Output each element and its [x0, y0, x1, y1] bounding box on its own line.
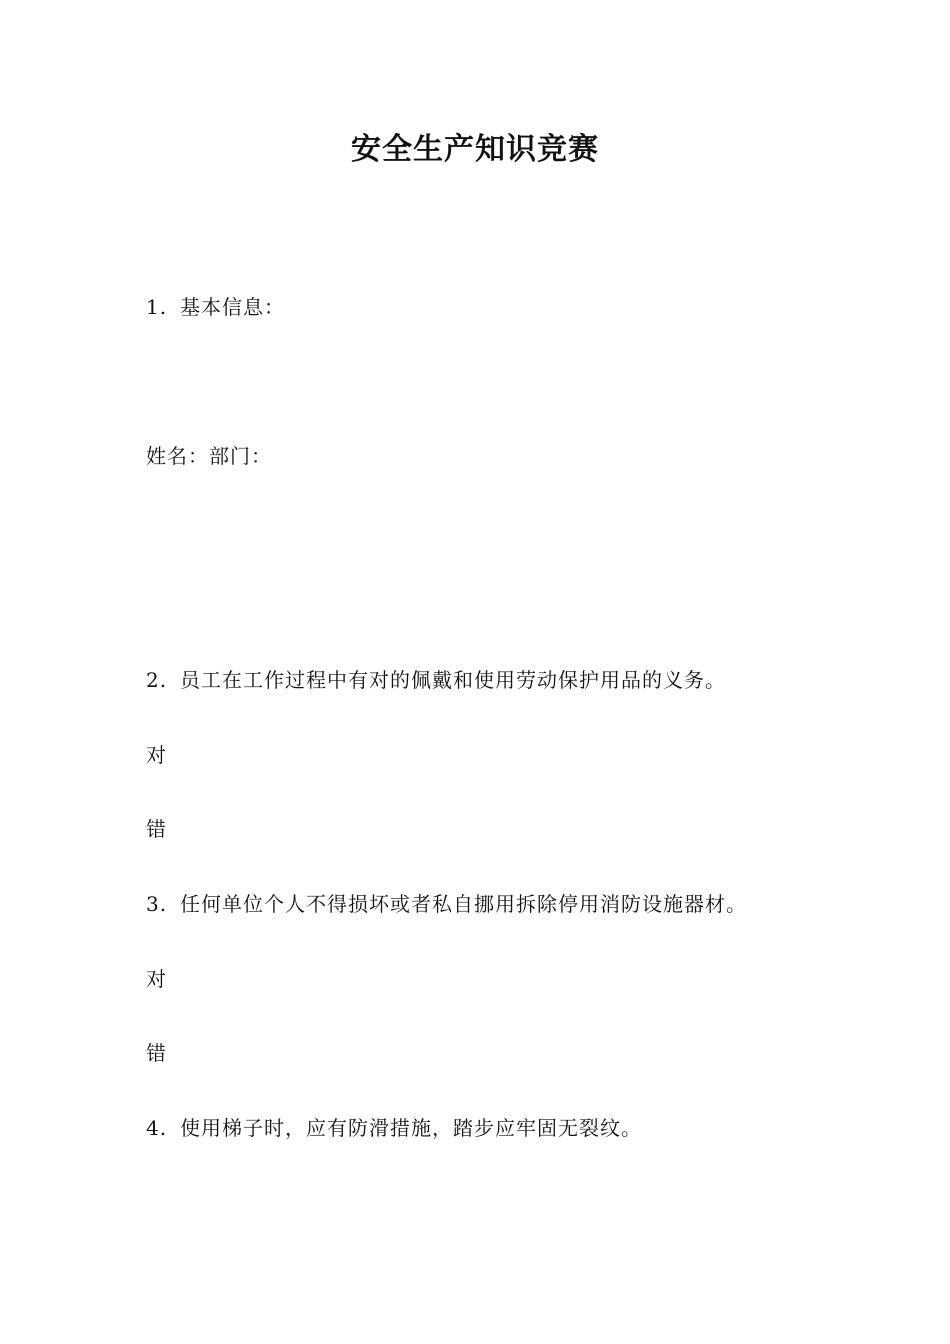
section-basic-info — [146, 293, 285, 321]
question-number: 3. — [146, 892, 168, 916]
document-title: 安全生产知识竞赛 — [351, 132, 599, 167]
question-number: 4. — [146, 1116, 168, 1140]
section-label: 基本信息： — [180, 295, 285, 319]
question-2 — [146, 666, 726, 694]
question-2-option-false[interactable]: 错 — [146, 817, 167, 841]
name-department-line: 姓名：部门： — [146, 444, 272, 468]
question-text: 使用梯子时，应有防滑措施，踏步应牢固无裂纹。 — [180, 1116, 642, 1140]
section-number: 1. — [146, 295, 168, 319]
question-2-option-true[interactable]: 对 — [146, 743, 167, 767]
question-3 — [146, 890, 747, 918]
question-3-option-false[interactable]: 错 — [146, 1041, 167, 1065]
question-text: 员工在工作过程中有对的佩戴和使用劳动保护用品的义务。 — [180, 668, 726, 692]
question-3-option-true[interactable]: 对 — [146, 967, 167, 991]
question-number: 2. — [146, 668, 168, 692]
question-text: 任何单位个人不得损坏或者私自挪用拆除停用消防设施器材。 — [180, 892, 747, 916]
question-4 — [146, 1114, 642, 1142]
